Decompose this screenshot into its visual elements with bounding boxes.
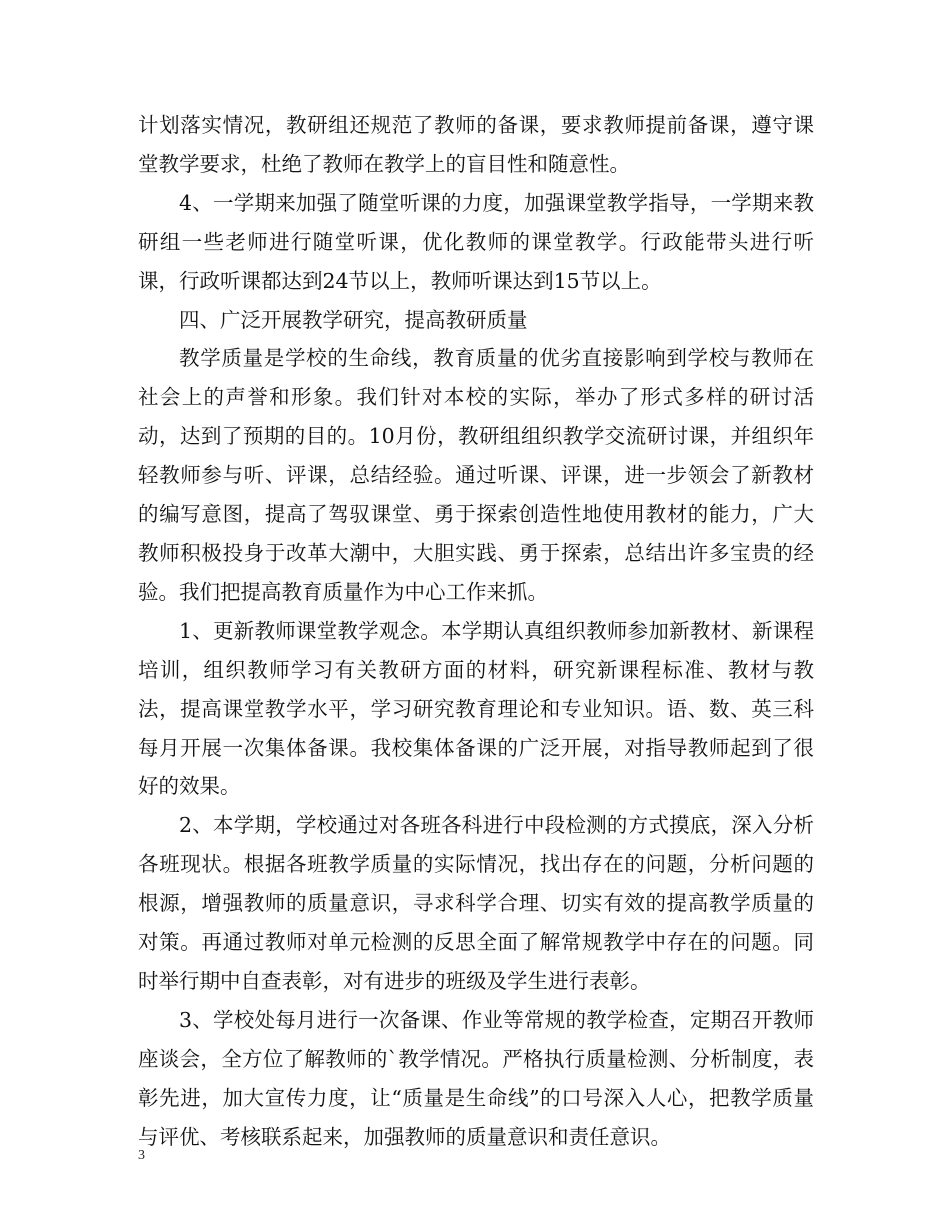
paragraph-4: 教学质量是学校的生命线，教育质量的优劣直接影响到学校与教师在社会上的声誉和形象。我们针对本校的实际，举办了形式多样的研讨活动，达到了预期的目的。10月份，教研组组织教学交流研讨课，并组织年轻教师参与听、评课，总结经验。通过听课、评课，进一步领会了新教材的编写意图，提高了驾驭课堂、勇于探索创造性地使用教材的能力，广大教师积极投身于改革大潮中，大胆实践、勇于探索，总结出许多宝贵的经验。我们把提高教育质量作为中心工作来抓。 bbox=[138, 346, 814, 604]
page-number: 3 bbox=[138, 1148, 145, 1163]
paragraph-1: 计划落实情况，教研组还规范了教师的备课，要求教师提前备课，遵守课堂教学要求，杜绝了教师在教学上的盲目性和随意性。 bbox=[138, 113, 814, 176]
paragraph-5: 1、更新教师课堂教学观念。本学期认真组织教师参加新教材、新课程培训，组织教师学习有关教研方面的材料，研究新课程标准、教材与教法，提高课堂教学水平，学习研究教育理论和专业知识。语、数、英三科每月开展一次集体备课。我校集体备课的广泛开展，对指导教师起到了很好的效果。 bbox=[138, 618, 814, 799]
section-heading: 四、广泛开展教学研究，提高教研质量 bbox=[179, 307, 528, 332]
paragraph-7: 3、学校处每月进行一次备课、作业等常规的教学检查，定期召开教师座谈会，全方位了解教师的`教学情况。严格执行质量检测、分析制度，表彰先进，加大宣传力度，让“质量是生命线”的口号深入人心，把教学质量与评优、考核联系起来，加强教师的质量意识和责任意识。 bbox=[138, 1007, 814, 1149]
paragraph-2: 4、一学期来加强了随堂听课的力度，加强课堂教学指导，一学期来教研组一些老师进行随堂听课，优化教师的课堂教学。行政能带头进行听课，行政听课都达到24节以上，教师听课达到15节以上。 bbox=[138, 190, 814, 293]
body-text bbox=[138, 106, 814, 1156]
paragraph-6: 2、本学期，学校通过对各班各科进行中段检测的方式摸底，深入分析各班现状。根据各班教学质量的实际情况，找出存在的问题，分析问题的根源，增强教师的质量意识，寻求科学合理、切实有效的提高教学质量的对策。再通过教师对单元检测的反思全面了解常规教学中存在的问题。同时举行期中自查表彰，对有进步的班级及学生进行表彰。 bbox=[138, 813, 814, 993]
